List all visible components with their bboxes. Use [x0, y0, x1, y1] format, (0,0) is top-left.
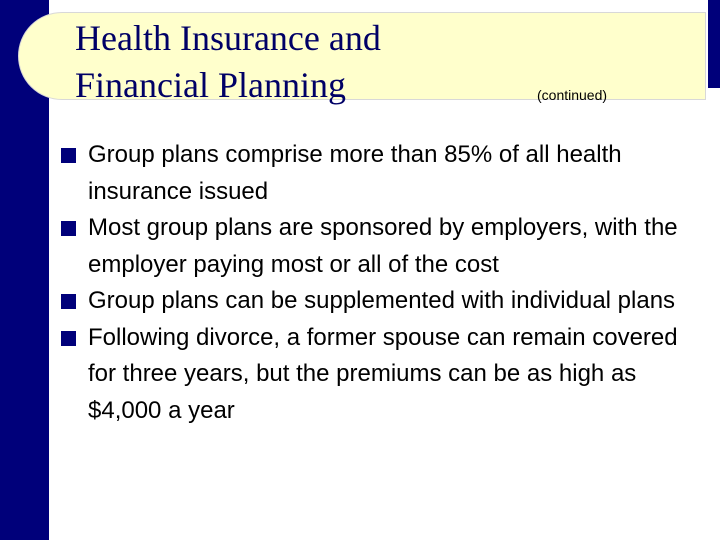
slide-subtitle: (continued)	[537, 87, 608, 103]
square-bullet-icon	[61, 221, 76, 236]
square-bullet-icon	[61, 148, 76, 163]
square-bullet-icon	[61, 331, 76, 346]
bullet-text: Group plans can be supplemented with individual plans	[88, 287, 676, 314]
bullet-text: Group plans comprise more than 85% of all health insurance issued	[88, 141, 622, 205]
right-accent-bar	[708, 0, 720, 88]
slide-title-line-2: Financial Planning	[75, 65, 346, 105]
bullet-text: Following divorce, a former spouse can remain covered for three years, but the premiums can be as high as $4,000 a year	[88, 323, 678, 424]
square-bullet-icon	[61, 294, 76, 309]
bullet-text: Most group plans are sponsored by employers, with the employer paying most or all of the cost	[88, 214, 678, 278]
slide-title-line-1: Health Insurance and	[75, 18, 381, 58]
bullet-item	[58, 283, 708, 320]
bullet-list	[58, 137, 708, 429]
bullet-item	[58, 320, 708, 430]
bullet-item	[58, 137, 708, 210]
bullet-item	[58, 210, 708, 283]
